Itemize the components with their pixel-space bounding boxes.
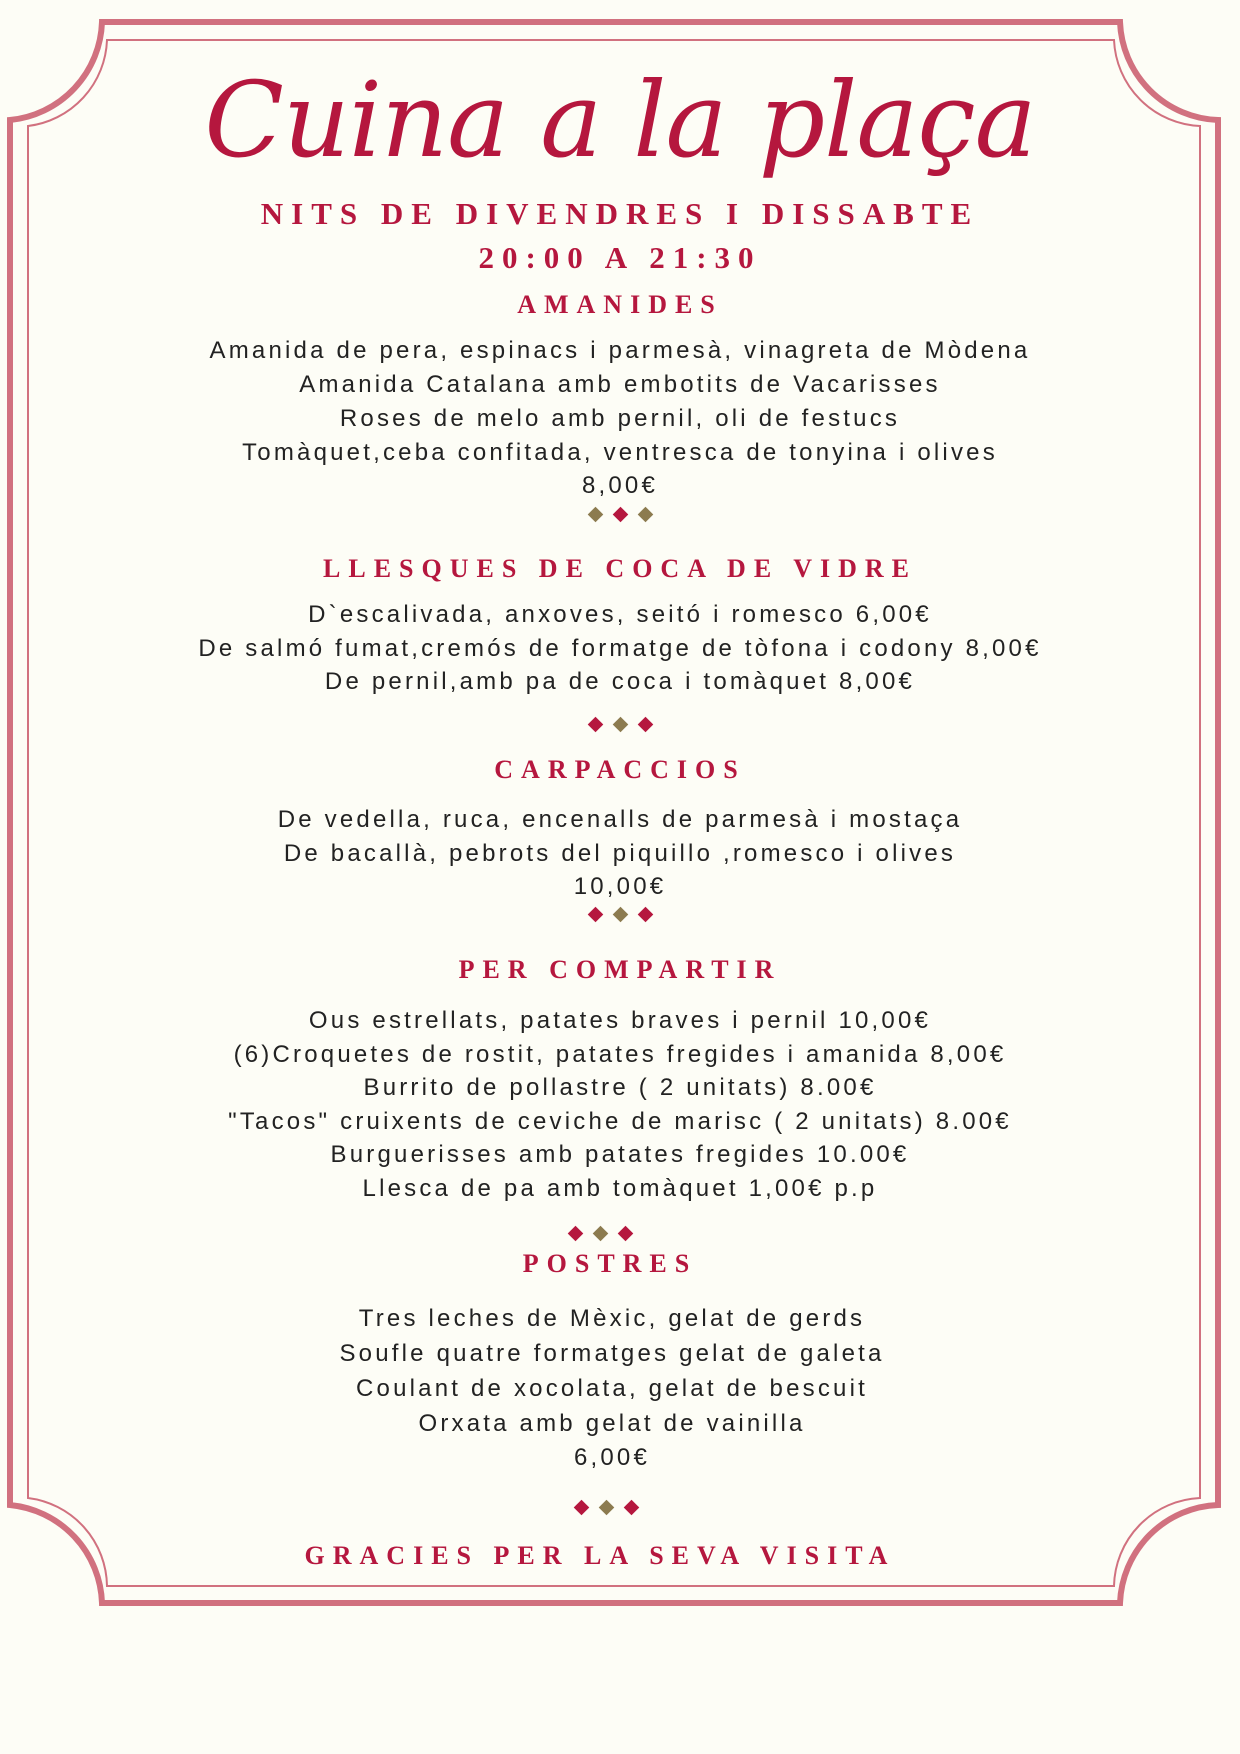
page-title: Cuina a la plaça	[204, 59, 1036, 181]
menu-item: (6)Croquetes de rostit, patates fregides i amanida 8,00€	[233, 1041, 1007, 1068]
section-heading-carpaccios: CARPACCIOS	[494, 755, 746, 784]
menu-item: De vedella, ruca, encenalls de parmesà i mostaça	[277, 806, 963, 833]
menu-item: De pernil,amb pa de coca i tomàquet 8,00€	[324, 668, 916, 695]
menu-item: Roses de melo amb pernil, oli de festucs	[339, 405, 901, 432]
section-heading-postres: POSTRES	[522, 1249, 698, 1278]
section-heading-amanides: AMANIDES	[517, 290, 723, 319]
footer-thanks: GRACIES PER LA SEVA VISITA	[304, 1541, 896, 1570]
menu-item: Llesca de pa amb tomàquet 1,00€ p.p	[362, 1175, 878, 1202]
diamond-divider	[0, 1222, 1220, 1246]
menu-price: 8,00€	[581, 472, 659, 499]
menu-item: Burguerisses amb patates fregides 10.00€	[330, 1141, 910, 1168]
menu-item: Orxata amb gelat de vainilla	[418, 1410, 806, 1437]
menu-item: Amanida de pera, espinacs i parmesà, vinagreta de Mòdena	[209, 337, 1031, 364]
menu-item: De salmó fumat,cremós de formatge de tòfona i codony 8,00€	[198, 635, 1042, 662]
menu-price: 6,00€	[573, 1444, 651, 1471]
section-heading-llesques: LLESQUES DE COCA DE VIDRE	[323, 554, 917, 583]
menu-item: Amanida Catalana amb embotits de Vacarisses	[299, 371, 941, 398]
section-heading-compartir: PER COMPARTIR	[458, 955, 782, 984]
diamond-divider	[0, 1496, 1226, 1520]
menu-item: Tomàquet,ceba confitada, ventresca de tonyina i olives	[242, 439, 998, 466]
menu-item: Ous estrellats, patates braves i pernil 10,00€	[308, 1007, 932, 1034]
subtitle-hours: 20:00 A 21:30	[478, 240, 762, 275]
menu-item: Burrito de pollastre ( 2 unitats) 8.00€	[363, 1074, 877, 1101]
menu-price: 10,00€	[573, 873, 667, 900]
menu-item: D`escalivada, anxoves, seitó i romesco 6,00€	[308, 601, 932, 628]
diamond-divider	[0, 503, 1240, 527]
diamond-divider	[0, 713, 1240, 737]
diamond-divider	[0, 903, 1240, 927]
menu-item: Soufle quatre formatges gelat de galeta	[339, 1340, 885, 1367]
menu-item: Tres leches de Mèxic, gelat de gerds	[358, 1305, 866, 1332]
subtitle-days: NITS DE DIVENDRES I DISSABTE	[260, 196, 980, 231]
menu-item: De bacallà, pebrots del piquillo ,romesco i olives	[283, 840, 957, 867]
menu-item: "Tacos" cruixents de ceviche de marisc ( 2 unitats) 8.00€	[228, 1108, 1012, 1135]
menu-item: Coulant de xocolata, gelat de bescuit	[356, 1375, 868, 1402]
